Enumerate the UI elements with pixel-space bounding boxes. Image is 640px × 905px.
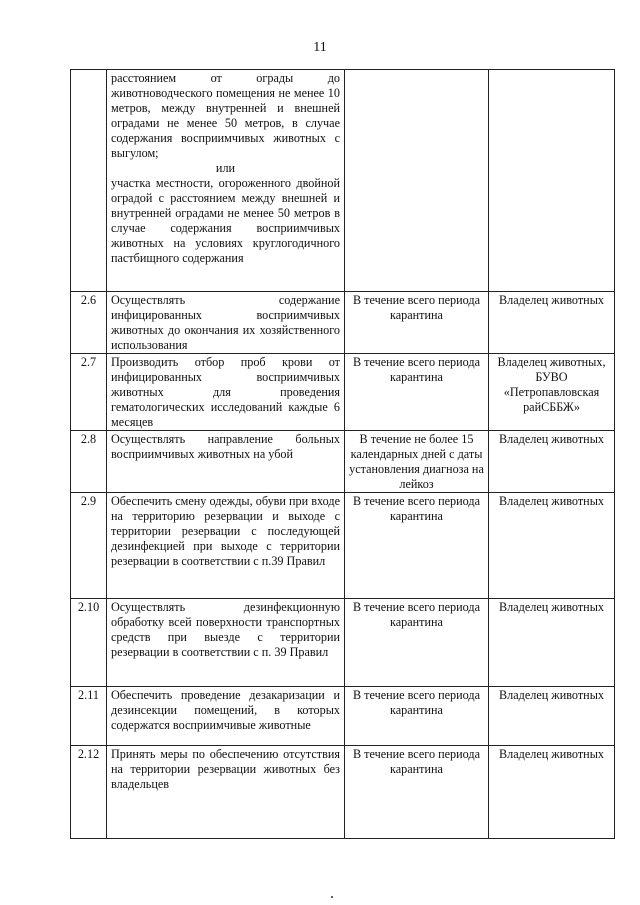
table-row — [71, 354, 615, 431]
row-action: Обеспечить смену одежды, обуви при входе на территорию резервации и выходе с территории резервации с последующей дезинфекцией при выходе с территории резервации в соответствии с п.39 Правил — [107, 493, 345, 599]
row-term: В течение всего периода карантина — [345, 354, 489, 431]
row-number: 2.6 — [71, 292, 107, 354]
row-number: 2.8 — [71, 431, 107, 493]
scan-dot — [331, 896, 333, 898]
row-action: Осуществлять дезинфекционную обработку всей поверхности транспортных средств при выезде с территории резервации в соответствии с п. 39 Правил — [107, 599, 345, 687]
continuation-line: расстоянием от ограды до животноводческого помещения не менее 10 метров, между внутренней и внешней оградами не менее 50 метров, в случае содержания восприимчивых животных с выгулом; — [111, 71, 340, 160]
row-responsible: Владелец животных — [489, 292, 615, 354]
row-term: В течение всего периода карантина — [345, 292, 489, 354]
table-row-continuation — [71, 70, 615, 292]
page-number: 11 — [313, 40, 327, 55]
row-number: 2.11 — [71, 687, 107, 746]
continuation-line: участка местности, огороженного двойной оградой с расстоянием между внешней и внутренней оградами не менее 50 метров в случае содержания восприимчивых животных на условиях круглогодичного пастбищного содержания — [111, 176, 340, 265]
action-cell — [107, 70, 345, 292]
responsible-cell — [489, 70, 615, 292]
table-row — [71, 292, 615, 354]
table-row — [71, 687, 615, 746]
row-action: Обеспечить проведение дезакаризации и дезинсекции помещений, в которых содержатся восприимчивые животные — [107, 687, 345, 746]
term-cell — [345, 70, 489, 292]
row-action: Производить отбор проб крови от инфицированных восприимчивых животных для проведения гематологических исследований каждые 6 месяцев — [107, 354, 345, 431]
row-number: 2.10 — [71, 599, 107, 687]
row-term: В течение не более 15 календарных дней с даты установления диагноза на лейкоз — [345, 431, 489, 493]
row-number: 2.7 — [71, 354, 107, 431]
row-responsible: Владелец животных — [489, 746, 615, 839]
row-responsible: Владелец животных — [489, 687, 615, 746]
measures-table — [70, 69, 615, 839]
table-row — [71, 599, 615, 687]
row-number: 2.12 — [71, 746, 107, 839]
row-number-cell — [71, 70, 107, 292]
row-action: Осуществлять направление больных восприимчивых животных на убой — [107, 431, 345, 493]
continuation-line: или — [215, 161, 236, 175]
row-responsible: Владелец животных — [489, 431, 615, 493]
table-row — [71, 493, 615, 599]
row-responsible: Владелец животных — [489, 493, 615, 599]
row-term: В течение всего периода карантина — [345, 599, 489, 687]
row-action: Осуществлять содержание инфицированных восприимчивых животных до окончания их хозяйственного использования — [107, 292, 345, 354]
table-row — [71, 431, 615, 493]
row-action: Принять меры по обеспечению отсутствия на территории резервации животных без владельцев — [107, 746, 345, 839]
row-number: 2.9 — [71, 493, 107, 599]
row-responsible: Владелец животных — [489, 599, 615, 687]
row-responsible: Владелец животных, БУВО «Петропавловская райСББЖ» — [489, 354, 615, 431]
row-term: В течение всего периода карантина — [345, 687, 489, 746]
table-row — [71, 746, 615, 839]
row-term: В течение всего периода карантина — [345, 746, 489, 839]
row-term: В течение всего периода карантина — [345, 493, 489, 599]
